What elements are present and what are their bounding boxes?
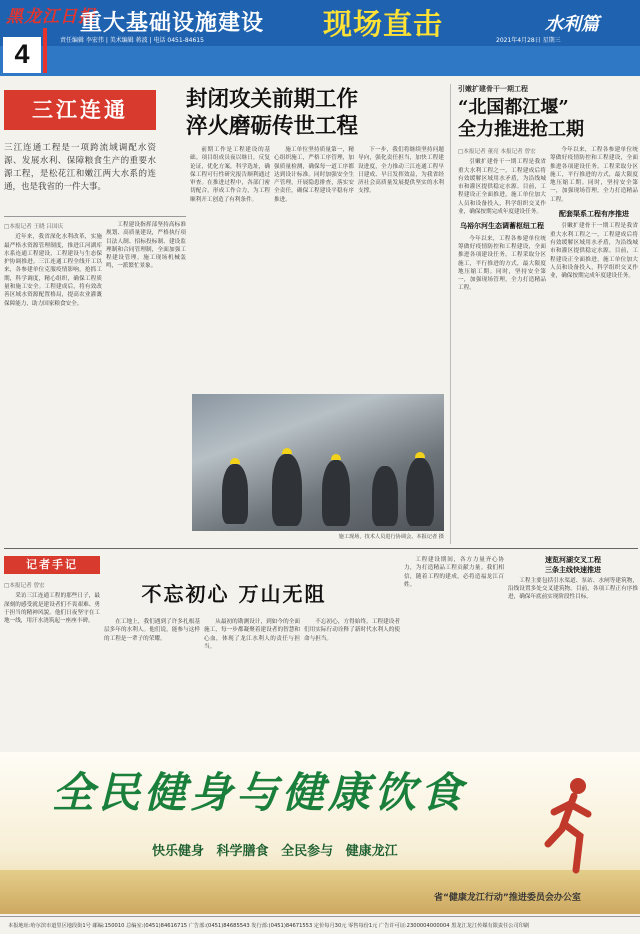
reporter-notes-column-3: [204, 618, 300, 740]
article1-byline: □本报记者 王晓 吕国庆: [4, 224, 64, 230]
reporter-notes-headline: 不忘初心 万山无阻: [141, 582, 327, 606]
sidebar-box-title-1: 速览河湖交叉工程: [545, 556, 601, 564]
photo-caption: 施工现场，技术人员进行协调会。本报记者 摄: [338, 534, 444, 540]
hardhat-shape: [415, 452, 425, 458]
reporter-notes-col2-text: 在工地上，我们遇到了许多扎根基层多年的水利人。他们说，能参与这样的工程是一辈子的荣耀。: [104, 619, 200, 642]
header-wave-graphic: [0, 46, 640, 76]
page-number-strip: [43, 28, 47, 73]
issue-date: 2021年4月28日 星期三: [496, 37, 561, 44]
health-ad: [0, 752, 640, 914]
ad-tag: 科学膳食: [216, 844, 269, 859]
page-footer: 本报地址:哈尔滨市道里区地段街1号 邮编:150010 总编室:(0451)84616715 广告部:(0451)84685543 发行部:(0451)84671553 定价每月30元 零售每份1元 广告许可证:2300004000004 黑龙江龙江传媒有限责任公司印刷: [0, 916, 640, 934]
sidebar-box: [508, 556, 638, 740]
article1-column-3: [190, 146, 270, 386]
editorial-line: 责任编辑 李宏伟 | 美术编辑 蒋波 | 电话 0451-84615: [60, 37, 204, 44]
article1-column-2: [106, 221, 186, 546]
photo-figure: [322, 460, 350, 526]
side-column-text: 工程建设期间，各方力量齐心协力，为打造精品工程贡献力量。我们相信，随着工程的建成，必将造福龙江百姓。: [404, 557, 504, 588]
reporter-notes-col3-text: 从最初的勘测设计，到如今的全面施工，每一步都凝聚着建设者的智慧和心血，体现了龙江水利人的责任与担当。: [204, 619, 300, 650]
side-column: [404, 556, 504, 740]
runner-icon: [540, 774, 600, 884]
section-title: 重大基础设施建设: [80, 11, 265, 36]
sanjiang-banner: 三江连通: [4, 90, 156, 130]
photo-figure: [406, 458, 434, 526]
right-column-1: [458, 146, 546, 541]
right-col1-more: 今年以来，工程各参建单位统筹做好疫情防控和工程建设，全面推进各项建设任务。工程采取分区施工，平行推进的方式，最大限度地压缩工期。同时，坚持安全第一，加强现场管理，全力打造精品工程。: [458, 235, 546, 292]
article1-col1-text: 近年来，我省深化水利改革，实施最严格水资源管理制度，推进江河湖库水系连通工程建设，工程建设与生态保护协调推进。三江连通工程全线开工以来，各参建单位克服疫情影响，抢抓工期，科学调度，精心组织，确保工程质量和施工安全。工程建成后，将有效改善区域水资源配置格局，提高农业灌溉保障能力，助力国家粮食安全。: [4, 234, 102, 307]
reporter-notes-tag: 记者手记: [4, 556, 100, 574]
page-number-box: [3, 37, 41, 73]
right-headline: [458, 97, 638, 141]
main-headline-line1: 封闭攻关前期工作: [186, 87, 359, 112]
article1-column-5: [358, 146, 444, 386]
reporter-notes-column-2: [104, 618, 200, 740]
section-divider: [4, 548, 638, 549]
right-headline-line1: “北国都江堰”: [458, 97, 569, 118]
hardhat-shape: [230, 458, 240, 464]
ad-tagline: [152, 840, 398, 859]
ad-slogan: 全民健身与健康饮食: [52, 768, 467, 817]
article1-col5-text: 下一步，我们将继续坚持问题导向，强化责任担当，加快工程建设进度，全力推动三江连通工程早日建成、早日发挥效益，为我省经济社会高质量发展提供坚实的水利支撑。: [358, 147, 444, 195]
article1-column-1: [4, 221, 102, 546]
article1-col4-text: 施工单位坚持质量第一，精心组织施工，严格工序管理，加强质量检测，确保每一道工序都达到设计标准。同时加强安全生产管理，开展隐患排查，落实安全责任，确保工程建设平稳有序推进。: [274, 147, 354, 203]
photo-figure: [272, 454, 302, 526]
reporter-notes-col1-text: 采访三江连通工程的那些日子，最深刻的感受就是建设者们不畏艰难、勇于担当的精神风貌。他们日夜坚守在工地一线，用汗水浇筑起一座座丰碑。: [4, 593, 100, 625]
right-kicker: 引嫩扩建骨干一期工程: [458, 85, 528, 93]
right-column-2: [550, 146, 638, 541]
ad-tag: 快乐健身: [152, 844, 205, 859]
divider: [4, 216, 186, 217]
right-subhead-1: 乌裕尔河生态调蓄枢纽工程: [460, 221, 544, 231]
reporter-notes-byline: □本报记者 曾宏: [4, 583, 45, 589]
article1-col3-text: 前期工作是工程建设的基础。项目组成员夜以继日，反复论证，优化方案，科学选址，确保工程可行性研究报告顺利通过审查。在推进过程中，各部门密切配合，形成工作合力，为工程顺利开工创造了有利条件。: [190, 147, 270, 203]
ad-sponsor: 省“健康龙江行动”推进委员会办公室: [434, 893, 581, 903]
hardhat-shape: [282, 448, 292, 454]
photo-figure: [372, 466, 398, 526]
page-number: 4: [14, 39, 30, 69]
ad-tag: 健康龙江: [345, 844, 398, 859]
newspaper-brand: 黑龙江日报: [6, 7, 96, 27]
article1-column-4: [274, 146, 354, 386]
ad-tag: 全民参与: [281, 844, 334, 859]
right-col2-more: 引嫩扩建骨干一期工程是我省重大水利工程之一，工程建成后将有效缓解区域用水矛盾，为沿线城市和灌区提供稳定水源。目前，工程建设正全面推进，施工单位加大人员和设备投入，科学组织交叉作业，确保按期完成年度建设任务。: [550, 223, 638, 280]
masthead-bar: [0, 0, 640, 76]
right-headline-line2: 全力推进抢工期: [458, 119, 584, 140]
sidebar-box-text: 工程主要包括引水渠道、泵站、水闸等建筑物，沿线设置多处交叉建筑物。目前，各项工程正有序推进，确保年底前实现阶段性目标。: [508, 577, 638, 601]
hardhat-shape: [331, 454, 341, 460]
right-col1-text: 引嫩扩建骨干一期工程是我省重大水利工程之一，工程建成后将有效缓解区域用水矛盾，为沿线城市和灌区提供稳定水源。目前，工程建设正全面推进，施工单位加大人员和设备投入，科学组织交叉作业，确保按期完成年度建设任务。: [458, 159, 546, 216]
reporter-notes-column-4: [304, 618, 400, 740]
column-divider: [450, 84, 451, 544]
right-col2-text: 今年以来，工程各参建单位统筹做好疫情防控和工程建设，全面推进各项建设任务。工程采取分区施工，平行推进的方式，最大限度地压缩工期。同时，坚持安全第一，加强现场管理，全力打造精品工程。: [550, 147, 638, 203]
reporter-notes-column-1: [4, 580, 100, 740]
sanjiang-intro: 三江连通工程是一项跨流域调配水资源、发展水利、保障粮食生产的重要水源工程，是松花江和嫩江两大水系的连通，也是我省的一件大事。: [4, 143, 156, 192]
section-title-highlight: 现场直击: [323, 7, 444, 41]
section-title-tail: 水利篇: [545, 14, 599, 35]
article1-col2-text: 工程建设指挥部坚持高标准规划、高质量建设，严格执行项目法人制、招标投标制、建设监理制和合同管理制，全面加强工程建设管理。施工现场机械轰鸣，一派繁忙景象。: [106, 222, 186, 270]
photo-figure: [222, 464, 248, 524]
reporter-notes-col4-text: 不忘初心，方得始终。工程建设者们用实际行动诠释了新时代水利人的使命与担当。: [304, 619, 400, 642]
main-headline-line2: 淬火磨砺传世工程: [186, 114, 359, 139]
right-subhead-2: 配套渠系工程有序推进: [559, 209, 629, 219]
main-headline: [186, 86, 446, 140]
sidebar-box-title-2: 三条主线快速推进: [545, 565, 601, 575]
right-byline: □本报记者 董亮 本报记者 曾宏: [458, 149, 536, 155]
meeting-photo: [192, 394, 444, 531]
